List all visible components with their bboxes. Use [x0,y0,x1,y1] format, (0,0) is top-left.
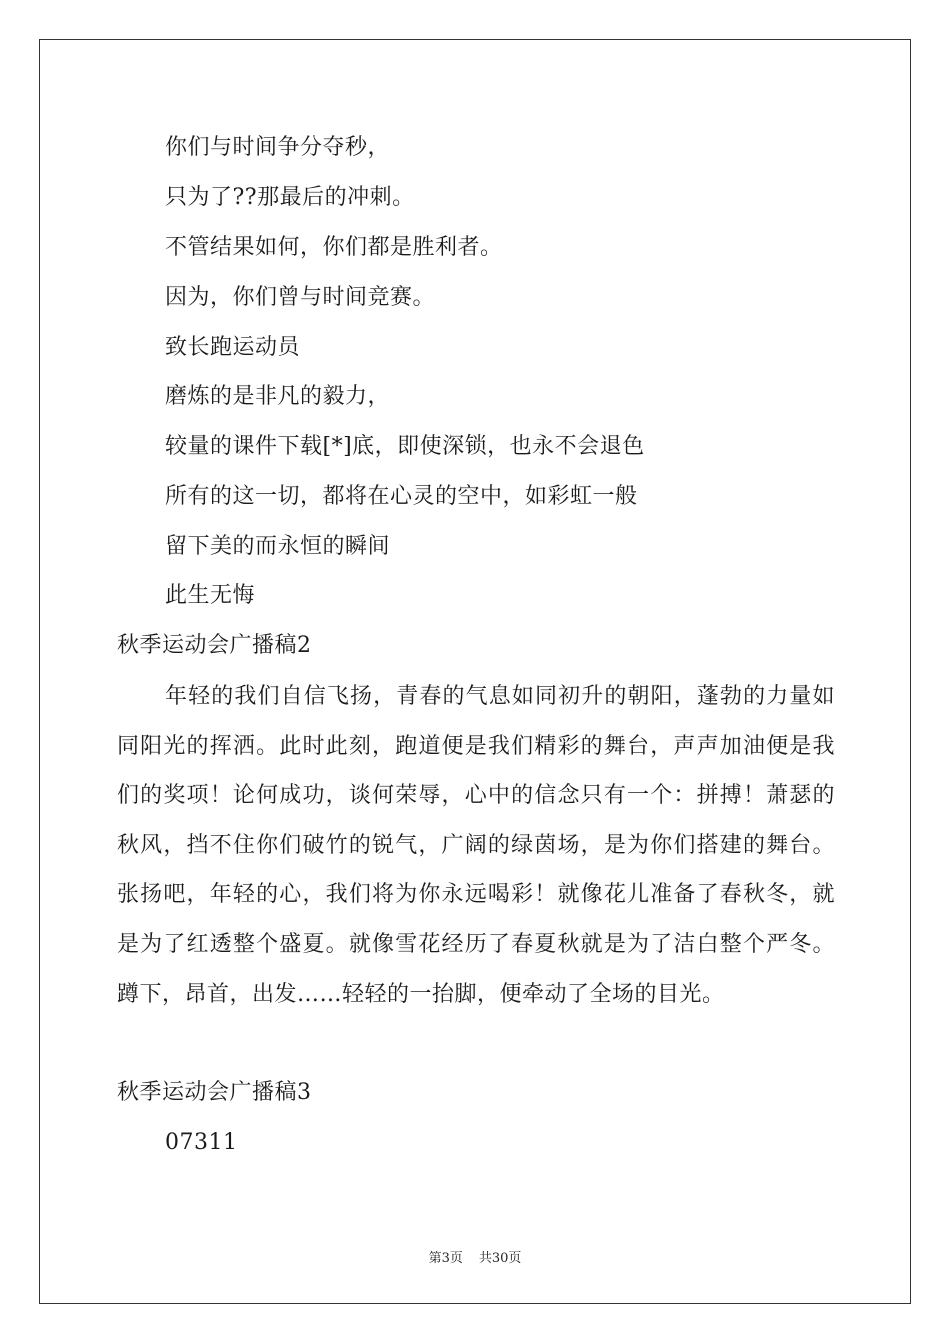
page-footer [0,1247,950,1266]
poem-line: 你们与时间争分夺秒， [165,135,391,160]
poem-line: 磨炼的是非凡的毅力， [165,384,391,409]
section-heading: 秋季运动会广播稿3 [117,1080,312,1105]
poem-line: 所有的这一切，都将在心灵的空中，如彩虹一般 [165,484,638,509]
section-text: 07311 [165,1130,238,1155]
poem-line: 留下美的而永恒的瞬间 [165,534,391,559]
poem-line: 不管结果如何，你们都是胜利者。 [165,235,503,260]
section-paragraph: 年轻的我们自信飞扬，青春的气息如同初升的朝阳，蓬勃的力量如同阳光的挥洒。此时此刻，跑道便是我们精彩的舞台，声声加油便是我们的奖项！论何成功，谈何荣辱，心中的信念只有一个：拼搏！萧瑟的秋风，挡不住你们破竹的锐气，广阔的绿茵场，是为你们搭建的舞台。张扬吧，年轻的心，我们将为你永远喝彩！就像花儿准备了春秋冬，就是为了红透整个盛夏。就像雪花经历了春夏秋就是为了洁白整个严冬。蹲下，昂首，出发……轻轻的一抬脚，便牵动了全场的目光。 [117,684,835,1007]
poem-line: 只为了??那最后的冲刺。 [165,185,415,210]
page-total: 共30页 [478,1251,522,1266]
poem-line: 致长跑运动员 [165,335,301,360]
poem-line: 因为，你们曾与时间竞赛。 [165,285,436,310]
poem-line: 此生无悔 [165,583,256,608]
page-number: 第3页 [428,1251,463,1266]
poem-line: 较量的课件下载[*]底，即使深锁，也永不会退色 [165,434,645,459]
section-heading: 秋季运动会广播稿2 [117,633,312,658]
